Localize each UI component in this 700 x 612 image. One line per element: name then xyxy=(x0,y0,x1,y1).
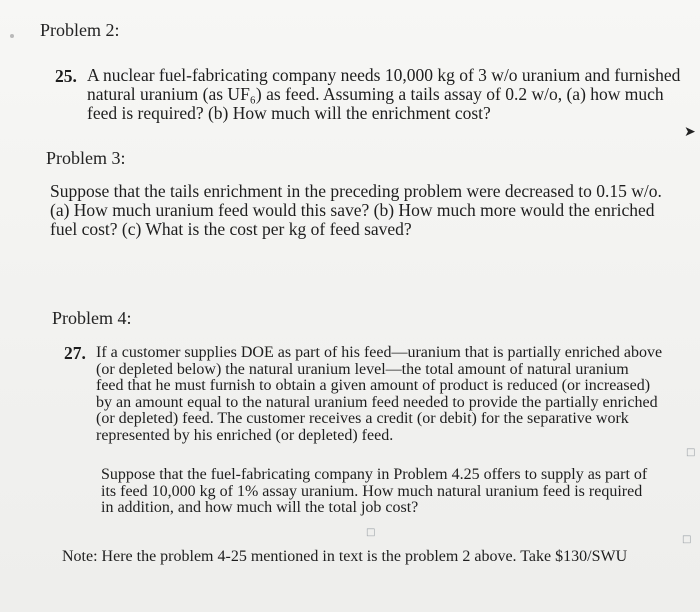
note-text: Note: Here the problem 4-25 mentioned in text is the problem 2 above. Take $130/SWU xyxy=(62,548,628,565)
small-square-icon: □ xyxy=(366,527,376,538)
small-square-icon: □ xyxy=(686,447,696,458)
problem-3-line: fuel cost? (c) What is the cost per kg of feed saved? xyxy=(50,219,412,239)
problem-3-heading: Problem 3: xyxy=(46,148,126,168)
problem-4-text xyxy=(96,345,662,444)
problem-2-line: A nuclear fuel-fabricating company needs 10,000 kg of 3 w/o uranium and furnished xyxy=(87,65,681,85)
speck-dot xyxy=(10,34,14,38)
cursor-arrow-icon: ➤ xyxy=(684,124,696,140)
problem-4-follow-line: Suppose that the fuel-fabricating company in Problem 4.25 offers to supply as part of xyxy=(101,466,648,483)
problem-4-follow-line: in addition, and how much will the total job cost? xyxy=(101,499,419,516)
problem-2-line: feed is required? (b) How much will the enrichment cost? xyxy=(87,103,491,123)
problem-3-line: Suppose that the tails enrichment in the preceding problem were decreased to 0.15 w/o. xyxy=(50,181,662,201)
problem-4-line: (or depleted below) the natural uranium level—the total amount of natural uranium xyxy=(96,360,629,378)
problem-4-line: If a customer supplies DOE as part of his feed—uranium that is partially enriched above xyxy=(96,344,663,361)
problem-4-follow-line: its feed 10,000 kg of 1% assay uranium. How much natural uranium feed is required xyxy=(101,482,643,500)
problem-2-number: 25. xyxy=(55,66,77,86)
problem-2-text xyxy=(87,66,680,123)
problem-4-line: feed that he must furnish to obtain a given amount of product is reduced (or increased) xyxy=(96,377,651,394)
problem-2-heading: Problem 2: xyxy=(40,20,120,40)
problem-4-heading: Problem 4: xyxy=(52,308,132,328)
problem-4-number: 27. xyxy=(64,343,86,363)
problem-4-line: represented by his enriched (or depleted) feed. xyxy=(96,426,394,444)
problem-3-text xyxy=(50,182,662,239)
problem-4-line: by an amount equal to the natural uranium feed needed to provide the partially enriched xyxy=(96,393,658,411)
problem-3-line: (a) How much uranium feed would this save? (b) How much more would the enriched xyxy=(50,200,655,220)
problem-2-line: natural uranium (as UF₆) as feed. Assuming a tails assay of 0.2 w/o, (a) how much xyxy=(87,84,664,104)
problem-4-line: (or depleted) feed. The customer receives a credit (or debit) for the separative work xyxy=(96,410,629,427)
small-square-icon: □ xyxy=(682,534,692,545)
problem-4-follow-text xyxy=(101,467,647,517)
